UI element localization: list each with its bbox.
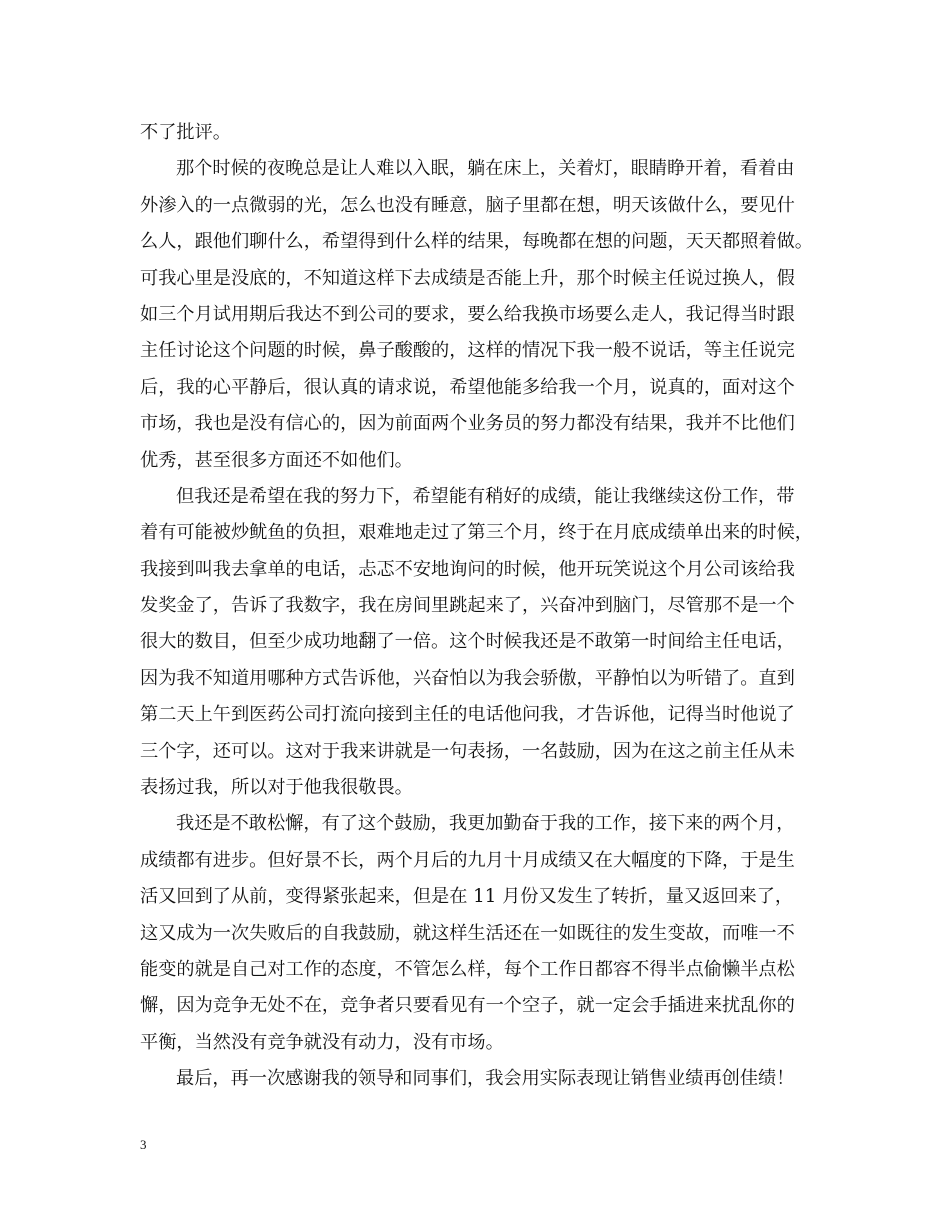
text-line: 市场，我也是没有信心的，因为前面两个业务员的努力都没有结果，我并不比他们: [140, 413, 795, 435]
text-line: 优秀，甚至很多方面还不如他们。: [140, 449, 413, 471]
text-line: 最后，再一次感谢我的领导和同事们，我会用实际表现让销售业绩再创佳绩！: [176, 1068, 795, 1090]
text-line: 么人，跟他们聊什么，希望得到什么样的结果，每晚都在想的问题，天天都照着做。: [140, 231, 813, 253]
text-line: 懈，因为竞争无处不在，竞争者只要看见有一个空子，就一定会手插进来扰乱你的: [140, 995, 795, 1017]
text-line: 外渗入的一点微弱的光，怎么也没有睡意，脑子里都在想，明天该做什么，要见什: [140, 194, 795, 216]
body-text: [140, 115, 812, 1098]
text-line: 活又回到了从前，变得紧张起来，但是在 11 月份又发生了转折，量又返回来了，: [140, 886, 794, 908]
text-line: 着有可能被炒鱿鱼的负担，艰难地走过了第三个月，终于在月底成绩单出来的时候，: [140, 522, 813, 544]
text-line: 平衡，当然没有竞争就没有动力，没有市场。: [140, 1031, 504, 1053]
text-line: 后，我的心平静后，很认真的请求说，希望他能多给我一个月，说真的，面对这个: [140, 376, 795, 398]
page-number: 3: [140, 1137, 147, 1152]
text-line: 能变的就是自己对工作的态度，不管怎么样，每个工作日都容不得半点偷懒半点松: [140, 958, 795, 980]
text-line: 不了批评。: [140, 122, 231, 143]
text-line: 如三个月试用期后我达不到公司的要求，要么给我换市场要么走人，我记得当时跟: [140, 303, 795, 325]
text-line: 那个时候的夜晚总是让人难以入眠，躺在床上，关着灯，眼睛睁开着，看着由: [176, 158, 795, 180]
text-line: 成绩都有进步。但好景不长，两个月后的九月十月成绩又在大幅度的下降，于是生: [140, 849, 795, 871]
text-line: 发奖金了，告诉了我数字，我在房间里跳起来了，兴奋冲到脑门，尽管那不是一个: [140, 595, 795, 617]
text-line: 我还是不敢松懈，有了这个鼓励，我更加勤奋于我的工作，接下来的两个月，: [176, 813, 795, 835]
text-line: 因为我不知道用哪种方式告诉他，兴奋怕以为我会骄傲，平静怕以为听错了。直到: [140, 667, 795, 689]
text-line: 三个字，还可以。这对于我来讲就是一句表扬，一名鼓励，因为在这之前主任从未: [140, 740, 795, 762]
text-line: 可我心里是没底的，不知道这样下去成绩是否能上升，那个时候主任说过换人，假: [140, 267, 795, 289]
text-line: 很大的数目，但至少成功地翻了一倍。这个时候我还是不敢第一时间给主任电话，: [140, 631, 795, 653]
text-line: 这又成为一次失败后的自我鼓励，就这样生活还在一如既往的发生变故，而唯一不: [140, 922, 795, 944]
text-line: 但我还是希望在我的努力下，希望能有稍好的成绩，能让我继续这份工作，带: [176, 485, 795, 507]
text-line: 主任讨论这个问题的时候，鼻子酸酸的，这样的情况下我一般不说话，等主任说完: [140, 340, 795, 362]
text-line: 我接到叫我去拿单的电话，忐忑不安地询问的时候，他开玩笑说这个月公司该给我: [140, 558, 795, 580]
text-line: 第二天上午到医药公司打流向接到主任的电话他问我，才告诉他，记得当时他说了: [140, 704, 795, 726]
text-line: 表扬过我，所以对于他我很敬畏。: [140, 777, 413, 799]
